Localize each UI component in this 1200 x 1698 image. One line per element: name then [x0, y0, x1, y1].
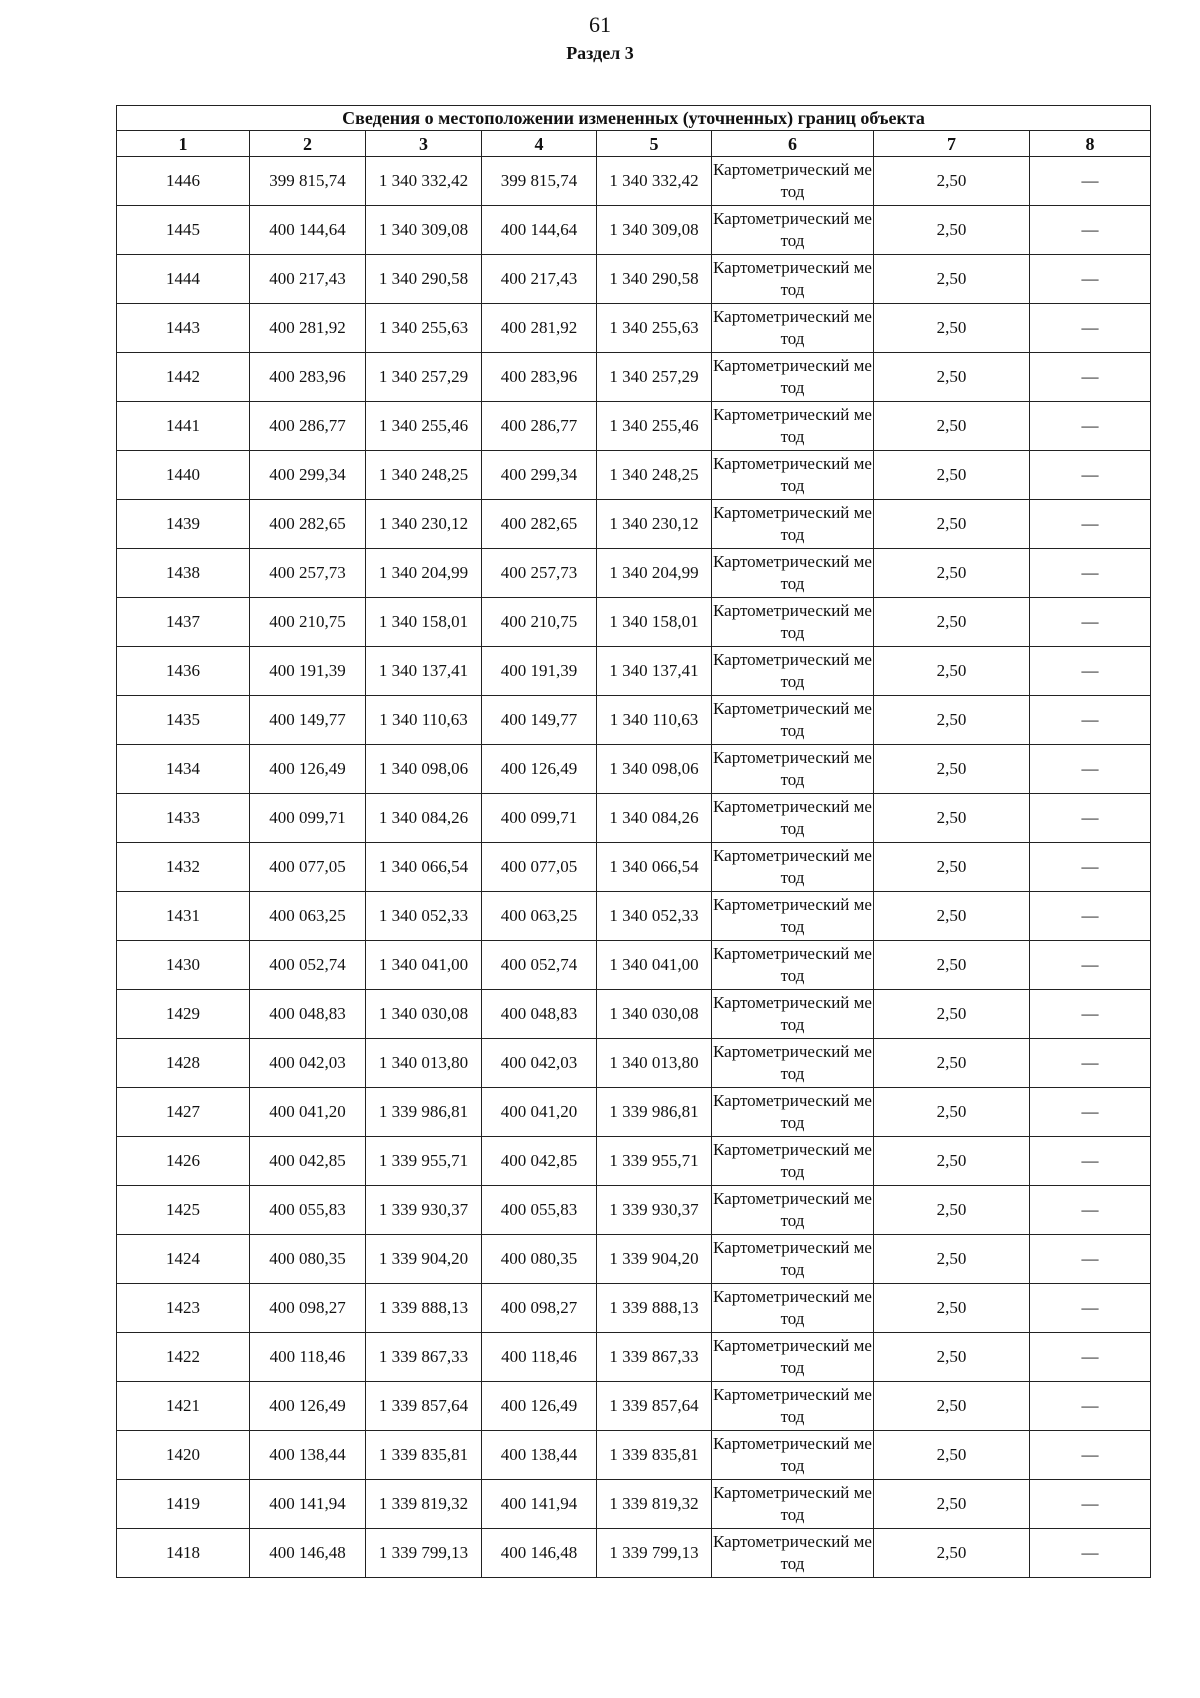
x-refined-cell: 400 118,46 — [482, 1333, 597, 1382]
table-row — [117, 1529, 1151, 1578]
table-row — [117, 990, 1151, 1039]
accuracy-cell: 2,50 — [874, 941, 1030, 990]
method-cell: Картометрический метод — [712, 598, 874, 647]
y-existing-cell: 1 340 248,25 — [366, 451, 482, 500]
accuracy-cell: 2,50 — [874, 549, 1030, 598]
method-cell: Картометрический метод — [712, 255, 874, 304]
y-refined-cell: 1 339 904,20 — [597, 1235, 712, 1284]
method-cell: Картометрический метод — [712, 402, 874, 451]
y-existing-cell: 1 340 013,80 — [366, 1039, 482, 1088]
table-row — [117, 549, 1151, 598]
accuracy-cell: 2,50 — [874, 353, 1030, 402]
accuracy-cell: 2,50 — [874, 304, 1030, 353]
x-refined-cell: 400 098,27 — [482, 1284, 597, 1333]
description-cell: — — [1030, 157, 1151, 206]
accuracy-cell: 2,50 — [874, 696, 1030, 745]
description-cell: — — [1030, 451, 1151, 500]
description-cell: — — [1030, 1382, 1151, 1431]
description-cell: — — [1030, 892, 1151, 941]
description-cell: — — [1030, 1039, 1151, 1088]
accuracy-cell: 2,50 — [874, 500, 1030, 549]
point-number-cell: 1444 — [117, 255, 250, 304]
x-existing-cell: 400 118,46 — [250, 1333, 366, 1382]
point-number-cell: 1438 — [117, 549, 250, 598]
method-cell: Картометрический метод — [712, 1088, 874, 1137]
accuracy-cell: 2,50 — [874, 647, 1030, 696]
description-cell: — — [1030, 255, 1151, 304]
point-number-cell: 1423 — [117, 1284, 250, 1333]
description-cell: — — [1030, 304, 1151, 353]
y-existing-cell: 1 340 309,08 — [366, 206, 482, 255]
x-existing-cell: 400 126,49 — [250, 1382, 366, 1431]
table-row — [117, 1039, 1151, 1088]
method-cell: Картометрический метод — [712, 1529, 874, 1578]
table-row — [117, 402, 1151, 451]
table-head — [117, 106, 1151, 157]
accuracy-cell: 2,50 — [874, 1088, 1030, 1137]
table-row — [117, 304, 1151, 353]
y-existing-cell: 1 340 204,99 — [366, 549, 482, 598]
x-existing-cell: 400 041,20 — [250, 1088, 366, 1137]
x-refined-cell: 400 042,85 — [482, 1137, 597, 1186]
x-refined-cell: 400 282,65 — [482, 500, 597, 549]
x-refined-cell: 400 286,77 — [482, 402, 597, 451]
description-cell: — — [1030, 990, 1151, 1039]
y-existing-cell: 1 340 110,63 — [366, 696, 482, 745]
description-cell: — — [1030, 206, 1151, 255]
description-cell: — — [1030, 402, 1151, 451]
method-cell: Картометрический метод — [712, 1431, 874, 1480]
table-row — [117, 353, 1151, 402]
x-existing-cell: 400 210,75 — [250, 598, 366, 647]
accuracy-cell: 2,50 — [874, 1529, 1030, 1578]
y-existing-cell: 1 339 835,81 — [366, 1431, 482, 1480]
x-refined-cell: 400 042,03 — [482, 1039, 597, 1088]
table-row — [117, 1333, 1151, 1382]
point-number-cell: 1427 — [117, 1088, 250, 1137]
table-row — [117, 1431, 1151, 1480]
accuracy-cell: 2,50 — [874, 1284, 1030, 1333]
x-existing-cell: 400 048,83 — [250, 990, 366, 1039]
x-refined-cell: 400 146,48 — [482, 1529, 597, 1578]
x-refined-cell: 400 283,96 — [482, 353, 597, 402]
accuracy-cell: 2,50 — [874, 1039, 1030, 1088]
description-cell: — — [1030, 843, 1151, 892]
x-refined-cell: 400 257,73 — [482, 549, 597, 598]
y-existing-cell: 1 339 799,13 — [366, 1529, 482, 1578]
method-cell: Картометрический метод — [712, 353, 874, 402]
point-number-cell: 1436 — [117, 647, 250, 696]
accuracy-cell: 2,50 — [874, 402, 1030, 451]
column-header-3: 3 — [366, 131, 482, 157]
description-cell: — — [1030, 941, 1151, 990]
y-existing-cell: 1 340 332,42 — [366, 157, 482, 206]
description-cell: — — [1030, 1431, 1151, 1480]
x-refined-cell: 399 815,74 — [482, 157, 597, 206]
y-refined-cell: 1 339 986,81 — [597, 1088, 712, 1137]
y-refined-cell: 1 340 332,42 — [597, 157, 712, 206]
table-caption: Сведения о местоположении измененных (уточненных) границ объекта — [117, 106, 1151, 131]
y-existing-cell: 1 340 066,54 — [366, 843, 482, 892]
x-existing-cell: 400 141,94 — [250, 1480, 366, 1529]
x-existing-cell: 400 080,35 — [250, 1235, 366, 1284]
x-refined-cell: 400 149,77 — [482, 696, 597, 745]
accuracy-cell: 2,50 — [874, 1186, 1030, 1235]
point-number-cell: 1434 — [117, 745, 250, 794]
x-existing-cell: 400 283,96 — [250, 353, 366, 402]
point-number-cell: 1426 — [117, 1137, 250, 1186]
y-existing-cell: 1 340 030,08 — [366, 990, 482, 1039]
y-refined-cell: 1 339 799,13 — [597, 1529, 712, 1578]
x-refined-cell: 400 063,25 — [482, 892, 597, 941]
page-number: 61 — [589, 12, 611, 37]
x-existing-cell: 400 299,34 — [250, 451, 366, 500]
column-header-8: 8 — [1030, 131, 1151, 157]
table-row — [117, 500, 1151, 549]
x-existing-cell: 400 257,73 — [250, 549, 366, 598]
y-refined-cell: 1 339 835,81 — [597, 1431, 712, 1480]
point-number-cell: 1440 — [117, 451, 250, 500]
x-refined-cell: 400 141,94 — [482, 1480, 597, 1529]
y-existing-cell: 1 340 255,63 — [366, 304, 482, 353]
method-cell: Картометрический метод — [712, 1039, 874, 1088]
description-cell: — — [1030, 1137, 1151, 1186]
x-refined-cell: 400 080,35 — [482, 1235, 597, 1284]
method-cell: Картометрический метод — [712, 1382, 874, 1431]
table-row — [117, 206, 1151, 255]
description-cell: — — [1030, 696, 1151, 745]
method-cell: Картометрический метод — [712, 941, 874, 990]
table-row — [117, 941, 1151, 990]
description-cell: — — [1030, 794, 1151, 843]
point-number-cell: 1422 — [117, 1333, 250, 1382]
x-refined-cell: 400 052,74 — [482, 941, 597, 990]
x-existing-cell: 400 281,92 — [250, 304, 366, 353]
point-number-cell: 1433 — [117, 794, 250, 843]
column-header-7: 7 — [874, 131, 1030, 157]
x-refined-cell: 400 281,92 — [482, 304, 597, 353]
y-existing-cell: 1 340 230,12 — [366, 500, 482, 549]
point-number-cell: 1418 — [117, 1529, 250, 1578]
point-number-cell: 1432 — [117, 843, 250, 892]
point-number-cell: 1442 — [117, 353, 250, 402]
method-cell: Картометрический метод — [712, 1284, 874, 1333]
y-existing-cell: 1 340 052,33 — [366, 892, 482, 941]
table-row — [117, 745, 1151, 794]
x-existing-cell: 400 217,43 — [250, 255, 366, 304]
section-title: Раздел 3 — [566, 43, 634, 63]
y-refined-cell: 1 340 052,33 — [597, 892, 712, 941]
x-refined-cell: 400 048,83 — [482, 990, 597, 1039]
y-refined-cell: 1 340 255,63 — [597, 304, 712, 353]
table-row — [117, 843, 1151, 892]
y-existing-cell: 1 340 084,26 — [366, 794, 482, 843]
x-existing-cell: 400 286,77 — [250, 402, 366, 451]
column-header-1: 1 — [117, 131, 250, 157]
method-cell: Картометрический метод — [712, 500, 874, 549]
y-refined-cell: 1 340 230,12 — [597, 500, 712, 549]
accuracy-cell: 2,50 — [874, 206, 1030, 255]
description-cell: — — [1030, 353, 1151, 402]
y-refined-cell: 1 340 137,41 — [597, 647, 712, 696]
method-cell: Картометрический метод — [712, 1137, 874, 1186]
y-refined-cell: 1 340 309,08 — [597, 206, 712, 255]
x-existing-cell: 400 191,39 — [250, 647, 366, 696]
description-cell: — — [1030, 1284, 1151, 1333]
x-existing-cell: 400 099,71 — [250, 794, 366, 843]
x-refined-cell: 400 138,44 — [482, 1431, 597, 1480]
description-cell: — — [1030, 1186, 1151, 1235]
x-existing-cell: 400 149,77 — [250, 696, 366, 745]
y-existing-cell: 1 340 158,01 — [366, 598, 482, 647]
y-existing-cell: 1 339 986,81 — [366, 1088, 482, 1137]
y-refined-cell: 1 339 955,71 — [597, 1137, 712, 1186]
x-refined-cell: 400 144,64 — [482, 206, 597, 255]
description-cell: — — [1030, 745, 1151, 794]
column-header-5: 5 — [597, 131, 712, 157]
method-cell: Картометрический метод — [712, 990, 874, 1039]
x-refined-cell: 400 055,83 — [482, 1186, 597, 1235]
method-cell: Картометрический метод — [712, 843, 874, 892]
point-number-cell: 1421 — [117, 1382, 250, 1431]
x-refined-cell: 400 299,34 — [482, 451, 597, 500]
accuracy-cell: 2,50 — [874, 1333, 1030, 1382]
table-row — [117, 647, 1151, 696]
y-refined-cell: 1 340 013,80 — [597, 1039, 712, 1088]
y-refined-cell: 1 340 041,00 — [597, 941, 712, 990]
y-refined-cell: 1 340 257,29 — [597, 353, 712, 402]
method-cell: Картометрический метод — [712, 1480, 874, 1529]
y-refined-cell: 1 339 930,37 — [597, 1186, 712, 1235]
accuracy-cell: 2,50 — [874, 745, 1030, 794]
accuracy-cell: 2,50 — [874, 1431, 1030, 1480]
point-number-cell: 1419 — [117, 1480, 250, 1529]
method-cell: Картометрический метод — [712, 696, 874, 745]
method-cell: Картометрический метод — [712, 647, 874, 696]
point-number-cell: 1439 — [117, 500, 250, 549]
point-number-cell: 1424 — [117, 1235, 250, 1284]
x-existing-cell: 400 282,65 — [250, 500, 366, 549]
y-refined-cell: 1 339 819,32 — [597, 1480, 712, 1529]
x-refined-cell: 400 217,43 — [482, 255, 597, 304]
method-cell: Картометрический метод — [712, 304, 874, 353]
method-cell: Картометрический метод — [712, 451, 874, 500]
description-cell: — — [1030, 1088, 1151, 1137]
y-existing-cell: 1 339 857,64 — [366, 1382, 482, 1431]
description-cell: — — [1030, 598, 1151, 647]
x-existing-cell: 400 098,27 — [250, 1284, 366, 1333]
description-cell: — — [1030, 500, 1151, 549]
method-cell: Картометрический метод — [712, 745, 874, 794]
y-existing-cell: 1 340 290,58 — [366, 255, 482, 304]
accuracy-cell: 2,50 — [874, 1382, 1030, 1431]
accuracy-cell: 2,50 — [874, 157, 1030, 206]
description-cell: — — [1030, 549, 1151, 598]
column-header-6: 6 — [712, 131, 874, 157]
y-existing-cell: 1 340 137,41 — [366, 647, 482, 696]
point-number-cell: 1425 — [117, 1186, 250, 1235]
y-existing-cell: 1 339 904,20 — [366, 1235, 482, 1284]
x-refined-cell: 400 041,20 — [482, 1088, 597, 1137]
description-cell: — — [1030, 1480, 1151, 1529]
x-refined-cell: 400 099,71 — [482, 794, 597, 843]
point-number-cell: 1446 — [117, 157, 250, 206]
y-refined-cell: 1 339 867,33 — [597, 1333, 712, 1382]
accuracy-cell: 2,50 — [874, 794, 1030, 843]
y-refined-cell: 1 340 158,01 — [597, 598, 712, 647]
x-existing-cell: 400 144,64 — [250, 206, 366, 255]
column-header-2: 2 — [250, 131, 366, 157]
x-refined-cell: 400 191,39 — [482, 647, 597, 696]
y-refined-cell: 1 339 888,13 — [597, 1284, 712, 1333]
y-existing-cell: 1 339 867,33 — [366, 1333, 482, 1382]
y-existing-cell: 1 339 955,71 — [366, 1137, 482, 1186]
y-existing-cell: 1 339 930,37 — [366, 1186, 482, 1235]
table-row — [117, 598, 1151, 647]
point-number-cell: 1445 — [117, 206, 250, 255]
column-number-row — [117, 131, 1151, 157]
table-row — [117, 255, 1151, 304]
y-refined-cell: 1 340 255,46 — [597, 402, 712, 451]
x-refined-cell: 400 077,05 — [482, 843, 597, 892]
x-existing-cell: 400 042,03 — [250, 1039, 366, 1088]
method-cell: Картометрический метод — [712, 1235, 874, 1284]
table-row — [117, 451, 1151, 500]
x-existing-cell: 400 055,83 — [250, 1186, 366, 1235]
point-number-cell: 1437 — [117, 598, 250, 647]
y-existing-cell: 1 340 255,46 — [366, 402, 482, 451]
y-existing-cell: 1 340 257,29 — [366, 353, 482, 402]
accuracy-cell: 2,50 — [874, 1480, 1030, 1529]
table-row — [117, 1088, 1151, 1137]
method-cell: Картометрический метод — [712, 549, 874, 598]
point-number-cell: 1420 — [117, 1431, 250, 1480]
x-existing-cell: 400 077,05 — [250, 843, 366, 892]
method-cell: Картометрический метод — [712, 794, 874, 843]
description-cell: — — [1030, 1235, 1151, 1284]
x-existing-cell: 400 052,74 — [250, 941, 366, 990]
point-number-cell: 1430 — [117, 941, 250, 990]
y-refined-cell: 1 340 098,06 — [597, 745, 712, 794]
x-existing-cell: 399 815,74 — [250, 157, 366, 206]
point-number-cell: 1431 — [117, 892, 250, 941]
table-row — [117, 1186, 1151, 1235]
point-number-cell: 1435 — [117, 696, 250, 745]
accuracy-cell: 2,50 — [874, 990, 1030, 1039]
method-cell: Картометрический метод — [712, 1333, 874, 1382]
y-refined-cell: 1 339 857,64 — [597, 1382, 712, 1431]
table-row — [117, 1284, 1151, 1333]
y-refined-cell: 1 340 248,25 — [597, 451, 712, 500]
accuracy-cell: 2,50 — [874, 1137, 1030, 1186]
description-cell: — — [1030, 1529, 1151, 1578]
table-row — [117, 794, 1151, 843]
method-cell: Картометрический метод — [712, 157, 874, 206]
description-cell: — — [1030, 647, 1151, 696]
x-existing-cell: 400 126,49 — [250, 745, 366, 794]
table-row — [117, 892, 1151, 941]
column-header-4: 4 — [482, 131, 597, 157]
method-cell: Картометрический метод — [712, 206, 874, 255]
y-refined-cell: 1 340 066,54 — [597, 843, 712, 892]
x-refined-cell: 400 126,49 — [482, 1382, 597, 1431]
x-refined-cell: 400 126,49 — [482, 745, 597, 794]
table-row — [117, 1137, 1151, 1186]
y-existing-cell: 1 340 041,00 — [366, 941, 482, 990]
accuracy-cell: 2,50 — [874, 843, 1030, 892]
table-body — [117, 157, 1151, 1578]
table-row — [117, 1382, 1151, 1431]
table-caption-row — [117, 106, 1151, 131]
point-number-cell: 1441 — [117, 402, 250, 451]
x-existing-cell: 400 138,44 — [250, 1431, 366, 1480]
accuracy-cell: 2,50 — [874, 598, 1030, 647]
y-refined-cell: 1 340 110,63 — [597, 696, 712, 745]
x-existing-cell: 400 042,85 — [250, 1137, 366, 1186]
description-cell: — — [1030, 1333, 1151, 1382]
accuracy-cell: 2,50 — [874, 255, 1030, 304]
y-existing-cell: 1 339 819,32 — [366, 1480, 482, 1529]
accuracy-cell: 2,50 — [874, 1235, 1030, 1284]
y-refined-cell: 1 340 290,58 — [597, 255, 712, 304]
table-row — [117, 1235, 1151, 1284]
y-existing-cell: 1 340 098,06 — [366, 745, 482, 794]
x-existing-cell: 400 146,48 — [250, 1529, 366, 1578]
accuracy-cell: 2,50 — [874, 451, 1030, 500]
y-existing-cell: 1 339 888,13 — [366, 1284, 482, 1333]
y-refined-cell: 1 340 084,26 — [597, 794, 712, 843]
x-refined-cell: 400 210,75 — [482, 598, 597, 647]
y-refined-cell: 1 340 030,08 — [597, 990, 712, 1039]
y-refined-cell: 1 340 204,99 — [597, 549, 712, 598]
method-cell: Картометрический метод — [712, 1186, 874, 1235]
table-row — [117, 157, 1151, 206]
point-number-cell: 1429 — [117, 990, 250, 1039]
point-number-cell: 1428 — [117, 1039, 250, 1088]
boundary-coordinates-table — [116, 105, 1151, 1578]
method-cell: Картометрический метод — [712, 892, 874, 941]
x-existing-cell: 400 063,25 — [250, 892, 366, 941]
point-number-cell: 1443 — [117, 304, 250, 353]
table-row — [117, 1480, 1151, 1529]
table-row — [117, 696, 1151, 745]
accuracy-cell: 2,50 — [874, 892, 1030, 941]
